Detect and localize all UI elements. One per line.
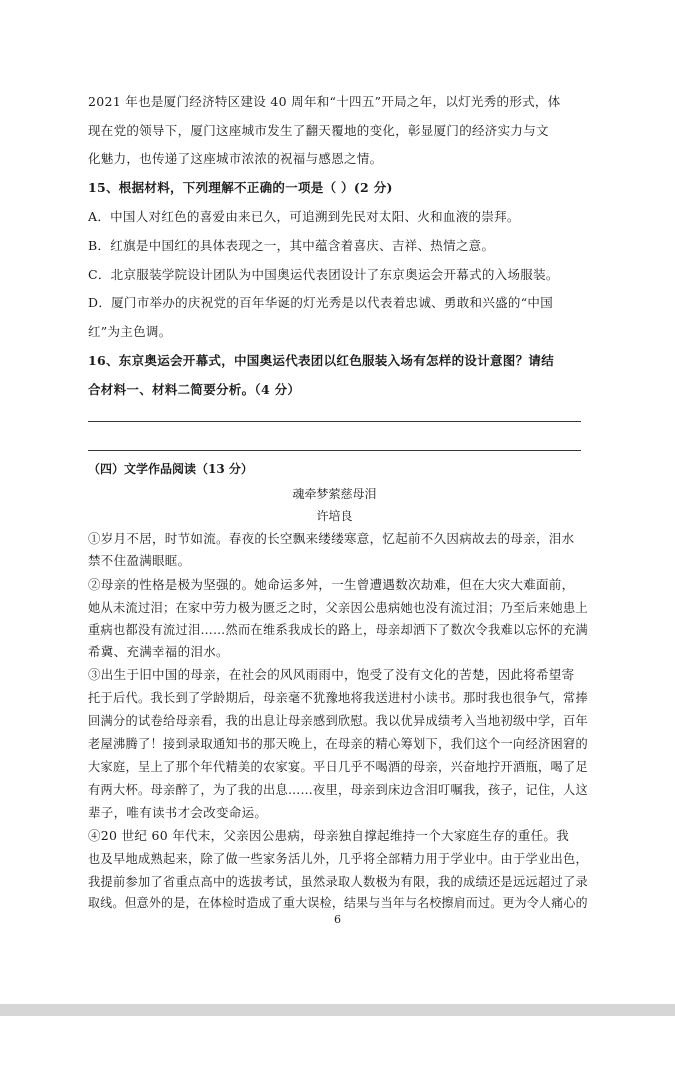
- paragraph-line: ③出生于旧中国的母亲，在社会的风风雨雨中，饱受了没有文化的苦楚，因此将希望寄: [88, 667, 575, 682]
- intro-line: 现在党的领导下，厦门这座城市发生了翻天覆地的变化，彰显厦门的经济实力与文: [88, 123, 549, 138]
- question-16-line: 合材料一、材料二简要分析。（4 分）: [88, 382, 301, 397]
- paragraph-line: 重病也都没有流过泪……然而在维系我成长的路上，母亲却洒下了数次令我难以忘怀的充满: [88, 622, 589, 637]
- question-15-option-d: D．厦门市举办的庆祝党的百年华诞的灯光秀是以代表着忠诚、勇敢和兴盛的“中国: [88, 295, 554, 310]
- question-16-line: 16、东京奥运会开幕式，中国奥运代表团以红色服装入场有怎样的设计意图？请结: [88, 353, 554, 368]
- next-page-top: [0, 1016, 675, 1078]
- article-title: 魂牵梦萦慈母泪: [292, 487, 377, 501]
- intro-line: 2021 年也是厦门经济特区建设 40 周年和“十四五”开局之年，以灯光秀的形式，体: [88, 94, 561, 109]
- paragraph-line: 大家庭，呈上了那个年代精美的农家宴。平日几乎不喝酒的母亲，兴奋地拧开酒瓶，喝了足: [88, 759, 589, 774]
- paragraph-line: 老屋沸腾了！接到录取通知书的那天晚上，在母亲的精心筹划下，我们这个一向经济困窘的: [88, 736, 589, 751]
- paragraph-line: ④20 世纪 60 年代末，父亲因公患病，母亲独自撑起维持一个大家庭生存的重任。我: [88, 828, 570, 843]
- paragraph-line: 希冀、充满幸福的泪水。: [88, 644, 229, 659]
- answer-line: [88, 421, 581, 422]
- section-heading: （四）文学作品阅读（13 分）: [88, 462, 253, 476]
- paragraph-line: 禁不住盈满眼眶。: [88, 553, 191, 568]
- intro-line: 化魅力，也传递了这座城市浓浓的祝福与感恩之情。: [88, 151, 383, 166]
- paragraph-line: 辈子，唯有读书才会改变命运。: [88, 805, 268, 820]
- paragraph-line: ②母亲的性格是极为坚强的。她命运多舛，一生曾遭遇数次劫难，但在大灾大难面前，: [88, 577, 575, 592]
- paragraph-line: 回满分的试卷给母亲看，我的出息让母亲感到欣慰。我以优异成绩考入当地初级中学，百年: [88, 713, 589, 728]
- paragraph-line: 她从未流过泪；在家中劳力极为匮乏之时，父亲因公患病她也没有流过泪；乃至后来她患上: [88, 600, 589, 615]
- page-separator: [0, 1004, 675, 1016]
- question-15-option-a: A．中国人对红色的喜爱由来已久，可追溯到先民对太阳、火和血液的崇拜。: [88, 209, 520, 224]
- paragraph-line: 也及早地成熟起来，除了做一些家务活儿外，几乎将全部精力用于学业中。由于学业出色，: [88, 851, 589, 866]
- question-15-option-b: B．红旗是中国红的具体表现之一，其中蕴含着喜庆、吉祥、热情之意。: [88, 238, 495, 253]
- question-15-option-c: C．北京服装学院设计团队为中国奥运代表团设计了东京奥运会开幕式的入场服装。: [88, 267, 559, 282]
- question-15-option-d-cont: 红”为主色调。: [88, 324, 172, 339]
- paragraph-line: 我提前参加了省重点高中的选拔考试，虽然录取人数极为有限，我的成绩还是远远超过了录: [88, 874, 589, 889]
- article-author: 许培良: [316, 509, 353, 523]
- page-number: 6: [334, 913, 341, 926]
- paragraph-line: 托于后代。我长到了学龄期后，母亲毫不犹豫地将我送进村小读书。那时我也很争气，常捧: [88, 690, 589, 705]
- answer-line: [88, 450, 581, 451]
- paragraph-line: 有两大杯。母亲醉了，为了我的出息……夜里，母亲到床边含泪叮嘱我，孩子，记住，人这: [88, 782, 589, 797]
- paragraph-line: ①岁月不居，时节如流。春夜的长空飘来缕缕寒意，忆起前不久因病故去的母亲，泪水: [88, 531, 575, 546]
- paragraph-line: 取线。但意外的是，在体检时造成了重大误检，结果与当年与名校擦肩而过。更为令人痛心的: [88, 895, 588, 910]
- question-15-stem: 15、根据材料，下列理解不正确的一项是（ ）(2 分): [88, 180, 393, 195]
